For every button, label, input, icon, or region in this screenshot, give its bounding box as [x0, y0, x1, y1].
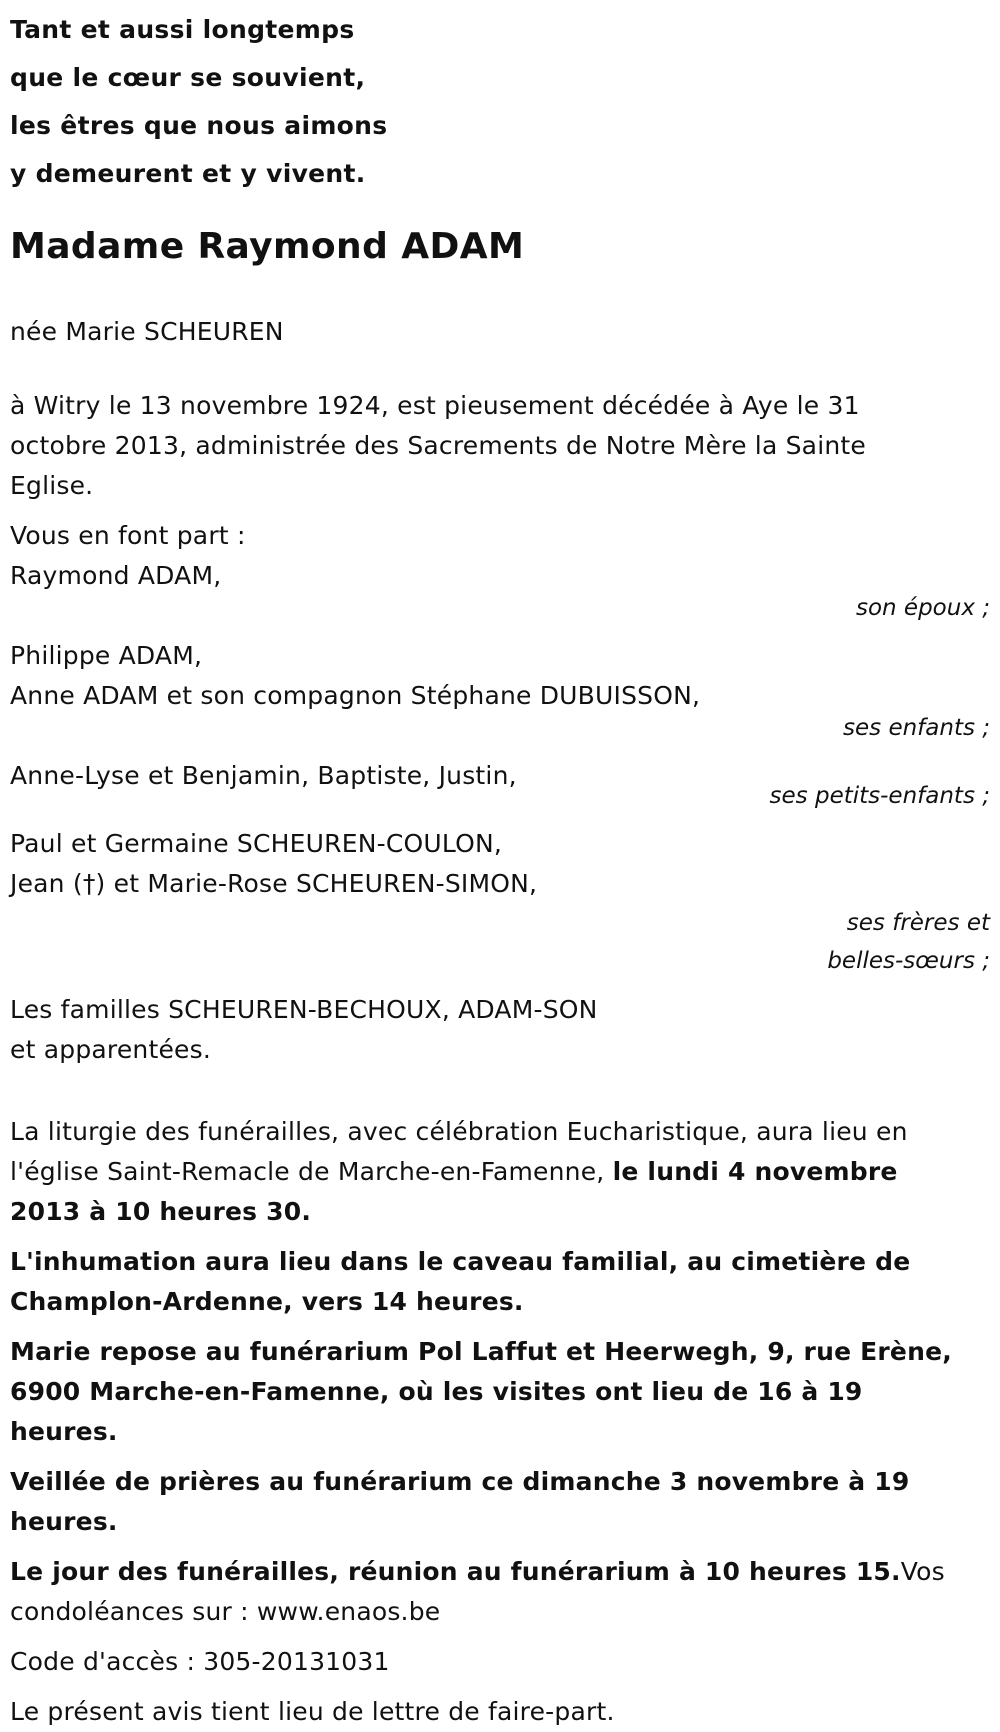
burial-info: L'inhumation aura lieu dans le caveau familial, au cimetière de Champlon-Ardenne, vers 14 heures. — [10, 1247, 911, 1316]
child-name: Philippe ADAM, — [10, 641, 203, 670]
poem-line: Tant et aussi longtemps — [10, 15, 355, 44]
deceased-name: Madame Raymond ADAM — [10, 226, 525, 267]
grandchildren-names: Anne-Lyse et Benjamin, Baptiste, Justin, — [10, 761, 517, 790]
footer-note: Le présent avis tient lieu de lettre de faire-part. — [10, 1697, 615, 1726]
children-relation: ses enfants ; — [843, 715, 990, 741]
child-name: Anne ADAM et son compagnon Stéphane DUBUISSON, — [10, 681, 701, 710]
birth-death-info: à Witry le 13 novembre 1924, est pieusement décédée à Aye le 31 octobre 2013, administrée des Sacrements de Notre Mère la Sainte Eglise. — [10, 391, 866, 500]
meeting-info — [10, 1552, 970, 1632]
spouse-relation: son époux ; — [855, 595, 990, 621]
family-announcement — [10, 516, 990, 1070]
poem-line: les êtres que nous aimons — [10, 111, 388, 140]
maiden-name: née Marie SCHEUREN — [10, 317, 284, 346]
sibling-name: Jean (†) et Marie-Rose SCHEUREN-SIMON, — [10, 869, 538, 898]
sibling-name: Paul et Germaine SCHEUREN-COULON, — [10, 829, 503, 858]
meeting-bold: Le jour des funérailles, réunion au funérarium à 10 heures 15. — [10, 1557, 901, 1586]
families-line: Les familles SCHEUREN-BECHOUX, ADAM-SON — [10, 995, 598, 1024]
vigil-info: Veillée de prières au funérarium ce dimanche 3 novembre à 19 heures. — [10, 1467, 910, 1536]
poem — [10, 0, 990, 198]
announce-intro: Vous en font part : — [10, 521, 246, 550]
liturgy-info — [10, 1112, 970, 1232]
rest-info: Marie repose au funérarium Pol Laffut et Heerwegh, 9, rue Erène, 6900 Marche-en-Famenne, où les visites ont lieu de 16 à 19 heures. — [10, 1337, 952, 1446]
access-code: Code d'accès : 305-20131031 — [10, 1647, 390, 1676]
condolences-text: Vos condoléances sur : www.enaos.be — [10, 1557, 945, 1626]
siblings-relation: ses frères et — [846, 910, 990, 936]
liturgy-text: La liturgie des funérailles, avec célébration Eucharistique, aura lieu en l'église Saint-Remacle de Marche-en-Famenne, — [10, 1117, 908, 1186]
siblings-relation: belles-sœurs ; — [827, 948, 990, 974]
spouse-name: Raymond ADAM, — [10, 561, 222, 590]
families-line: et apparentées. — [10, 1035, 211, 1064]
poem-line: que le cœur se souvient, — [10, 63, 366, 92]
grandchildren-relation: ses petits-enfants ; — [769, 783, 990, 809]
liturgy-date: le lundi 4 novembre 2013 à 10 heures 30. — [10, 1157, 898, 1226]
poem-line: y demeurent et y vivent. — [10, 159, 366, 188]
